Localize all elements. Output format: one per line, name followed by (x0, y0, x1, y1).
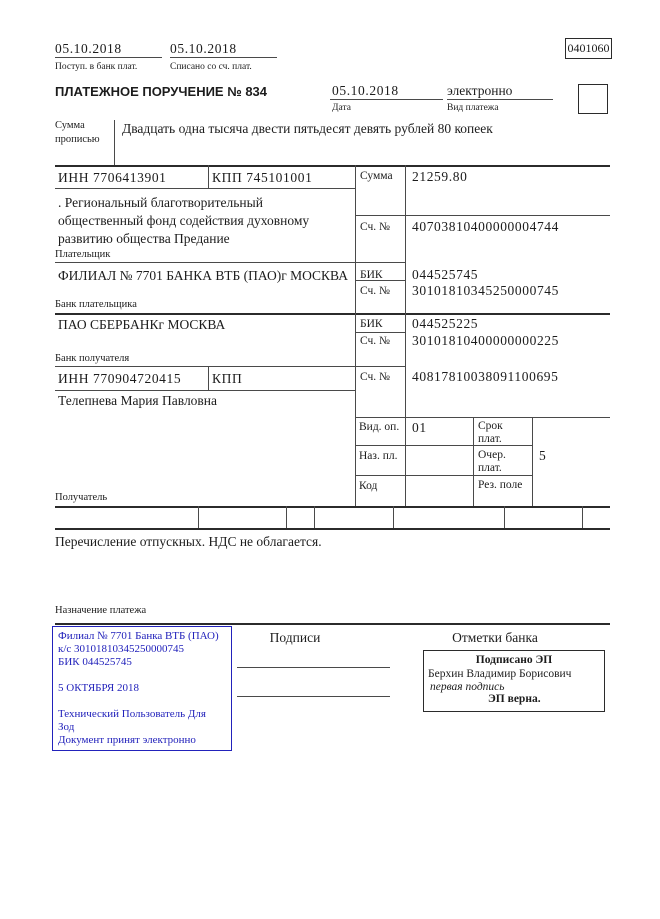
payer-kpp: КПП 745101001 (212, 170, 313, 185)
esign-signer: Берхин Владимир Борисович (428, 668, 572, 680)
purpose-code-label: Наз. пл. (359, 450, 398, 462)
table-border (405, 165, 406, 506)
op-type-value: 01 (412, 420, 427, 435)
code-label: Код (359, 480, 378, 492)
due-label: Срок плат. (478, 420, 503, 445)
debited-date: 05.10.2018 (170, 41, 237, 56)
payee-kpp-label: КПП (212, 371, 243, 386)
table-border (286, 506, 287, 528)
rule (170, 57, 277, 58)
rule (55, 623, 610, 625)
rule (114, 120, 115, 165)
stamp-user-line: Зод (58, 721, 75, 733)
bank-marks-title: Отметки банка (452, 630, 538, 645)
payer-section-label: Плательщик (55, 249, 111, 260)
signatures-title: Подписи (269, 630, 321, 645)
payer-name-line: развитию общества Предание (58, 231, 230, 246)
stamp-corr-account: к/с 30101810345250000745 (58, 643, 185, 655)
stamp-bik: БИК 044525745 (58, 656, 132, 668)
received-date-label: Поступ. в банк плат. (55, 62, 138, 72)
sum-value: 21259.80 (412, 169, 468, 184)
payee-name: Телепнева Мария Павловна (58, 393, 218, 408)
purpose-section-label: Назначение платежа (55, 605, 147, 616)
esign-title: Подписано ЭП (475, 654, 553, 666)
table-border (504, 506, 505, 528)
payer-bank-bik: 044525745 (412, 267, 479, 282)
table-border (314, 506, 315, 528)
payer-name-line: . Региональный благотворительный (58, 195, 263, 210)
rule (55, 57, 162, 58)
payer-name-line: общественный фонд содействия духовному (58, 213, 310, 228)
table-border (393, 506, 394, 528)
reserve-label: Рез. поле (478, 479, 523, 491)
status-checkbox (578, 84, 608, 114)
debited-date-label: Списано со сч. плат. (170, 62, 252, 72)
purpose-text: Перечисление отпускных. НДС не облагается. (55, 534, 322, 549)
esign-status: ЭП верна. (488, 693, 541, 705)
priority-value: 5 (539, 448, 547, 463)
table-border (55, 262, 405, 263)
payee-bank-account-label: Сч. № (360, 335, 391, 347)
payer-bank-section-label: Банк плательщика (55, 299, 137, 310)
payer-account-label: Сч. № (360, 221, 391, 233)
payee-bank-name: ПАО СБЕРБАНКг МОСКВА (58, 317, 226, 332)
order-date-label: Дата (332, 103, 351, 113)
payee-bank-bik-label: БИК (360, 318, 383, 330)
table-border (55, 313, 610, 315)
page-title: ПЛАТЕЖНОЕ ПОРУЧЕНИЕ № 834 (55, 84, 268, 99)
payee-inn: ИНН 770904720415 (58, 371, 182, 386)
amount-in-words-value: Двадцать одна тысяча двести пятьдесят девять рублей 80 копеек (122, 121, 493, 136)
table-border (355, 165, 356, 506)
stamp-bank-name: Филиал № 7701 Банка ВТБ (ПАО) (58, 630, 219, 642)
table-border (355, 215, 610, 216)
payee-bank-section-label: Банк получателя (55, 353, 130, 364)
payment-type: электронно (447, 83, 513, 98)
amount-in-words-label: Сумма прописью (55, 120, 100, 145)
op-type-label: Вид. оп. (359, 421, 400, 433)
order-date: 05.10.2018 (332, 83, 399, 98)
stamp-accepted-line: Документ принят электронно (58, 734, 196, 746)
table-border (55, 165, 610, 167)
signature-line (237, 667, 390, 668)
payee-bank-bik: 044525225 (412, 316, 479, 331)
table-border (198, 506, 199, 528)
payer-inn: ИНН 7706413901 (58, 170, 167, 185)
table-border (55, 506, 610, 508)
received-date: 05.10.2018 (55, 41, 122, 56)
sum-label: Сумма (360, 170, 393, 182)
rule (447, 99, 553, 100)
payer-bank-account: 30101810345250000745 (412, 283, 559, 298)
payee-bank-account: 30101810400000000225 (412, 333, 559, 348)
payee-account: 40817810038091100695 (412, 369, 559, 384)
signature-line (237, 696, 390, 697)
payer-account: 40703810400000004744 (412, 219, 559, 234)
table-border (355, 332, 405, 333)
table-border (55, 528, 610, 530)
payer-bank-name: ФИЛИАЛ № 7701 БАНКА ВТБ (ПАО)г МОСКВА (58, 268, 348, 283)
table-border (582, 506, 583, 528)
table-border (355, 417, 610, 418)
form-code: 0401060 (567, 41, 610, 55)
payee-section-label: Получатель (55, 492, 108, 503)
table-border (55, 366, 405, 367)
table-border (55, 188, 355, 189)
rule (330, 99, 443, 100)
table-border (532, 417, 533, 506)
table-border (55, 390, 355, 391)
table-border (473, 417, 474, 506)
form-code-box (565, 38, 612, 59)
esign-signature-kind: первая подпись (430, 681, 505, 693)
table-border (208, 165, 209, 188)
payer-bank-bik-label: БИК (360, 269, 383, 281)
stamp-date: 5 ОКТЯБРЯ 2018 (58, 682, 139, 694)
priority-label: Очер. плат. (478, 449, 506, 474)
payee-account-label: Сч. № (360, 371, 391, 383)
table-border (355, 475, 532, 476)
payment-type-label: Вид платежа (447, 103, 499, 113)
stamp-user-line: Технический Пользователь Для (58, 708, 206, 720)
payer-bank-account-label: Сч. № (360, 285, 391, 297)
table-border (208, 366, 209, 390)
